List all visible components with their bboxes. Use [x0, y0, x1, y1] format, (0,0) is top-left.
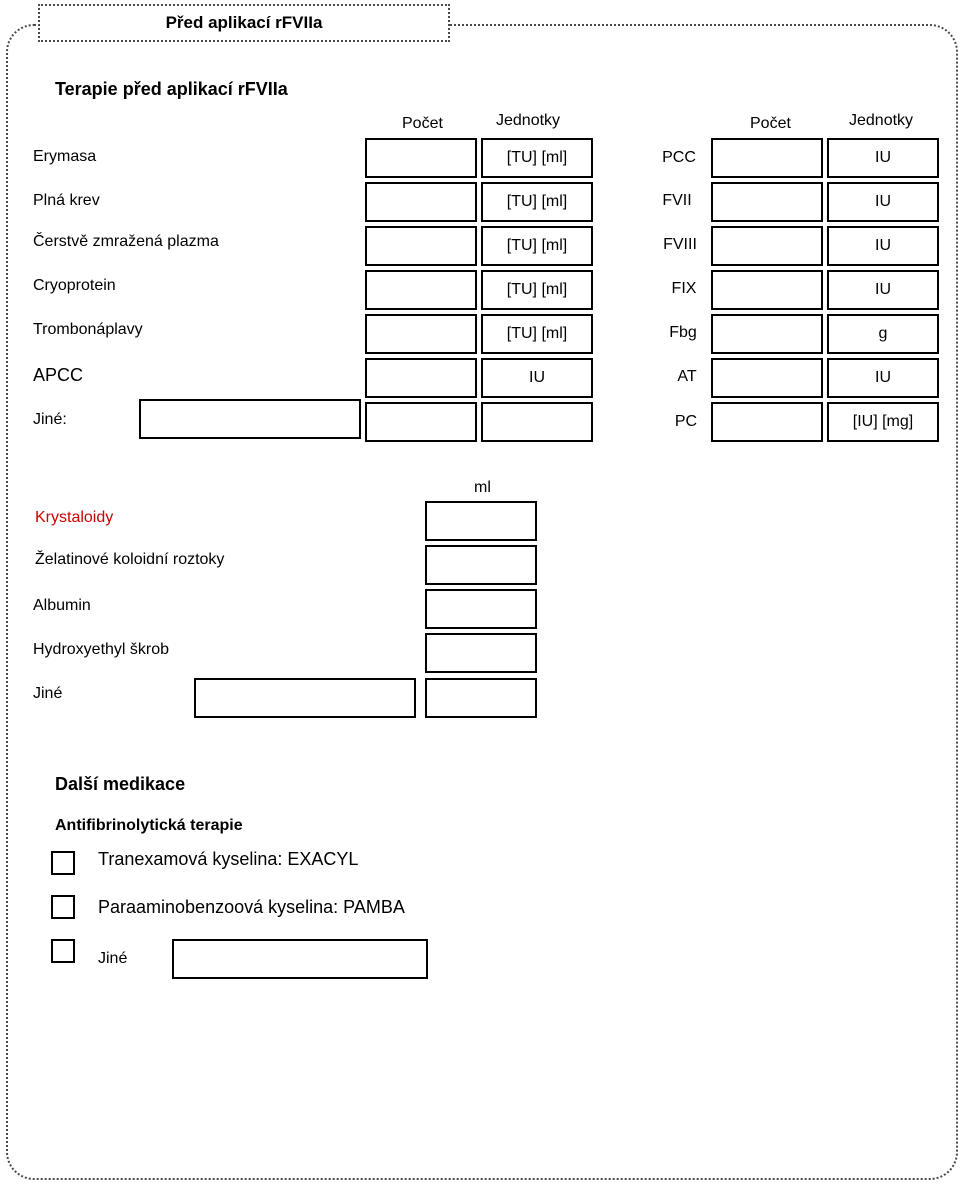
zelatinove-ml-input[interactable] — [425, 545, 537, 585]
row-label-hydroxyethyl-skrob: Hydroxyethyl škrob — [33, 641, 170, 658]
erymasa-unit-select[interactable]: [TU] [ml] — [481, 138, 593, 178]
left-count-header: Počet — [402, 115, 443, 132]
left-units-header: Jednotky — [496, 112, 561, 129]
pcc-unit-select[interactable]: IU — [827, 138, 939, 178]
row-label-fviii: FVIII — [663, 236, 697, 253]
row-label-jine-roztoky: Jiné — [33, 685, 63, 702]
plazma-unit-select[interactable]: [TU] [ml] — [481, 226, 593, 266]
row-label-fix: FIX — [671, 280, 697, 297]
albumin-ml-input[interactable] — [425, 589, 537, 629]
jine-medikace-input[interactable] — [172, 939, 428, 979]
ml-unit-header: ml — [474, 479, 491, 496]
trombonaplavy-unit-select[interactable]: [TU] [ml] — [481, 314, 593, 354]
fix-unit-select[interactable]: IU — [827, 270, 939, 310]
at-count-input[interactable] — [711, 358, 823, 398]
cryoprotein-unit-select[interactable]: [TU] [ml] — [481, 270, 593, 310]
row-label-plna-krev: Plná krev — [33, 192, 100, 209]
row-label-jine: Jiné: — [33, 411, 67, 428]
section-title: Terapie před aplikací rFVIIa — [55, 79, 288, 99]
fbg-count-input[interactable] — [711, 314, 823, 354]
jine-medikace-label: Jiné — [98, 950, 128, 967]
fvii-count-input[interactable] — [711, 182, 823, 222]
jine-medikace-checkbox[interactable] — [51, 939, 75, 963]
fviii-count-input[interactable] — [711, 226, 823, 266]
erymasa-count-input[interactable] — [365, 138, 477, 178]
plna-krev-count-input[interactable] — [365, 182, 477, 222]
row-label-cryoprotein: Cryoprotein — [33, 277, 116, 294]
apcc-unit-select[interactable]: IU — [481, 358, 593, 398]
at-unit-select[interactable]: IU — [827, 358, 939, 398]
fbg-unit-select[interactable]: g — [827, 314, 939, 354]
cryoprotein-count-input[interactable] — [365, 270, 477, 310]
jine-unit-input[interactable] — [481, 402, 593, 442]
row-label-erymasa: Erymasa — [33, 148, 97, 165]
row-label-fbg: Fbg — [669, 324, 697, 341]
jine-roztoky-name-input[interactable] — [194, 678, 416, 718]
row-label-at: AT — [677, 368, 697, 385]
pamba-checkbox[interactable] — [51, 895, 75, 919]
jine-roztoky-ml-input[interactable] — [425, 678, 537, 718]
pcc-count-input[interactable] — [711, 138, 823, 178]
plna-krev-unit-select[interactable]: [TU] [ml] — [481, 182, 593, 222]
pc-unit-select[interactable]: [IU] [mg] — [827, 402, 939, 442]
jine-count-input[interactable] — [365, 402, 477, 442]
right-count-header: Počet — [750, 115, 791, 132]
pc-count-input[interactable] — [711, 402, 823, 442]
krystaloidy-ml-input[interactable] — [425, 501, 537, 541]
fvii-unit-select[interactable]: IU — [827, 182, 939, 222]
trombonaplavy-count-input[interactable] — [365, 314, 477, 354]
pamba-label: Paraaminobenzoová kyselina: PAMBA — [98, 897, 405, 917]
row-label-zelatinove-koloidni-roztoky: Želatinové koloidní roztoky — [35, 551, 225, 568]
row-label-albumin: Albumin — [33, 597, 91, 614]
row-label-pcc: PCC — [662, 149, 696, 166]
right-units-header: Jednotky — [849, 112, 914, 129]
page-tab-title: Před aplikací rFVIIa — [38, 4, 450, 42]
row-label-apcc: APCC — [33, 365, 84, 385]
apcc-count-input[interactable] — [365, 358, 477, 398]
row-label-cerstve-zmrazena-plazma: Čerstvě zmražená plazma — [33, 233, 219, 250]
fix-count-input[interactable] — [711, 270, 823, 310]
exacyl-checkbox[interactable] — [51, 851, 75, 875]
fviii-unit-select[interactable]: IU — [827, 226, 939, 266]
row-label-fvii: FVII — [662, 192, 692, 209]
exacyl-label: Tranexamová kyselina: EXACYL — [98, 849, 359, 869]
plazma-count-input[interactable] — [365, 226, 477, 266]
row-label-pc: PC — [674, 413, 698, 430]
other-meds-title: Další medikace — [55, 774, 186, 794]
jine-name-input[interactable] — [139, 399, 361, 439]
row-label-trombonaplavy: Trombonáplavy — [33, 321, 143, 338]
row-label-krystaloidy: Krystaloidy — [35, 509, 114, 526]
hydroxyethyl-ml-input[interactable] — [425, 633, 537, 673]
antifibrinolytic-subtitle: Antifibrinolytická terapie — [55, 817, 243, 834]
